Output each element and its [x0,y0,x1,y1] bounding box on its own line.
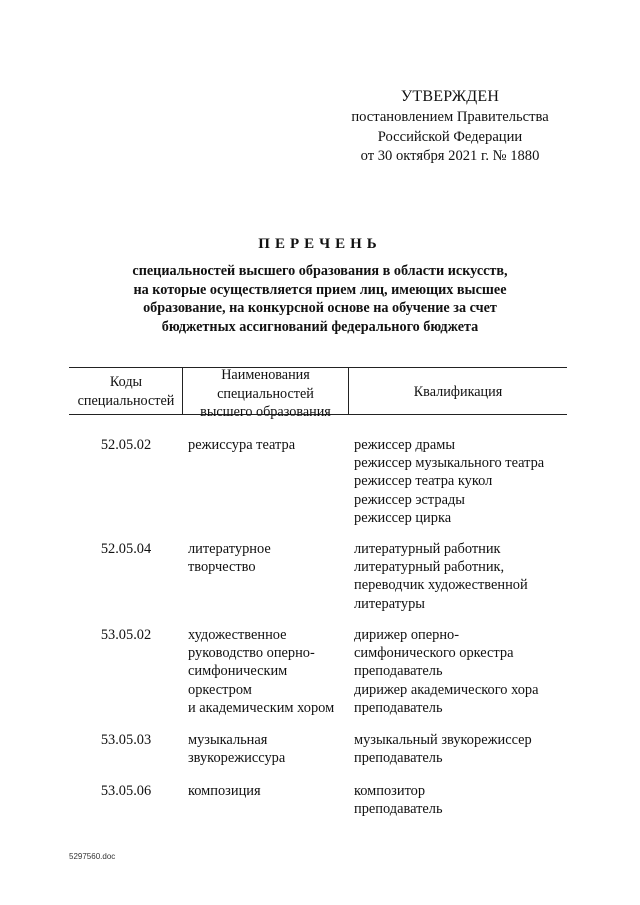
row-name-line: руководство оперно- [188,645,315,662]
header-name [183,366,348,422]
row-name-line: творчество [188,559,256,576]
header-code-line: специальностей [77,392,175,409]
row-name [188,626,358,717]
row-code: 53.05.02 [100,627,152,643]
row-qualification [354,436,594,527]
row-qualification-line: литературный работник, [354,559,505,576]
row-name-line: звукорежиссура [188,750,286,767]
row-qualification-line: дирижер академического хора [354,681,539,698]
header-code-line: Коды [109,374,143,390]
row-name-line: и академическим хором [188,699,335,716]
row-qualification [354,782,594,818]
subtitle-line: бюджетных ассигнований федерального бюджета [161,318,479,335]
row-qualification [354,731,594,767]
row-qualification-line: преподаватель [354,750,443,767]
row-qualification-line: режиссер цирка [354,509,452,526]
row-name-line: художественное [188,627,287,643]
approval-line-3: от 30 октября 2021 г. № 1880 [360,148,540,164]
row-name-line: литературное [188,541,271,557]
document-subtitle [95,262,545,336]
row-qualification-line: литературный работник [354,541,501,557]
header-code [70,373,182,410]
row-qualification-line: симфонического оркестра [354,645,514,662]
row-qualification-line: музыкальный звукорежиссер [354,732,532,748]
header-qualification [349,383,567,402]
row-qualification-line: режиссер эстрады [354,491,465,508]
row-qualification-line: преподаватель [354,801,443,818]
row-code: 53.05.06 [100,783,152,799]
file-code: 5297560.doc [69,852,116,861]
header-name-line: высшего образования [200,404,331,420]
row-code: 52.05.02 [100,437,152,453]
row-qualification-line: композитор [354,783,426,799]
row-qualification-line: преподаватель [354,699,443,716]
row-qualification-line: режиссер музыкального театра [354,455,545,472]
approval-heading: УТВЕРЖДЕН [400,88,500,105]
approval-line-2: Российской Федерации [377,128,523,145]
header-qualification-line: Квалификация [413,384,503,400]
row-name [188,731,358,767]
row-qualification-line: переводчик художественной [354,577,528,594]
row-qualification-line: дирижер оперно- [354,627,460,643]
subtitle-line: образование, на конкурсной основе на обучение за счет [143,300,497,316]
subtitle-line: специальностей высшего образования в области искусств, [132,263,508,279]
row-qualification-line: режиссер драмы [354,437,456,453]
approval-line-1: постановлением Правительства [351,109,549,125]
header-name-line: Наименования [221,367,310,383]
row-name [188,436,358,454]
row-name [188,540,358,576]
row-name-line: композиция [188,783,261,799]
approval-block [330,86,570,167]
row-qualification-line: режиссер театра кукол [354,473,493,490]
header-name-line: специальностей [217,385,314,402]
row-code: 53.05.03 [100,732,152,748]
subtitle-line: на которые осуществляется прием лиц, имеющих высшее [133,281,507,298]
row-qualification [354,626,594,717]
row-name [188,782,358,800]
row-name-line: симфоническим [188,663,288,680]
row-qualification-line: преподаватель [354,663,443,680]
document-title: ПЕРЕЧЕНЬ [258,236,382,252]
row-name-line: режиссура театра [188,437,296,453]
row-qualification [354,540,594,613]
row-qualification-line: литературы [354,595,425,612]
row-name-line: оркестром [188,681,252,698]
row-name-line: музыкальная [188,732,268,748]
row-code: 52.05.04 [100,541,152,557]
